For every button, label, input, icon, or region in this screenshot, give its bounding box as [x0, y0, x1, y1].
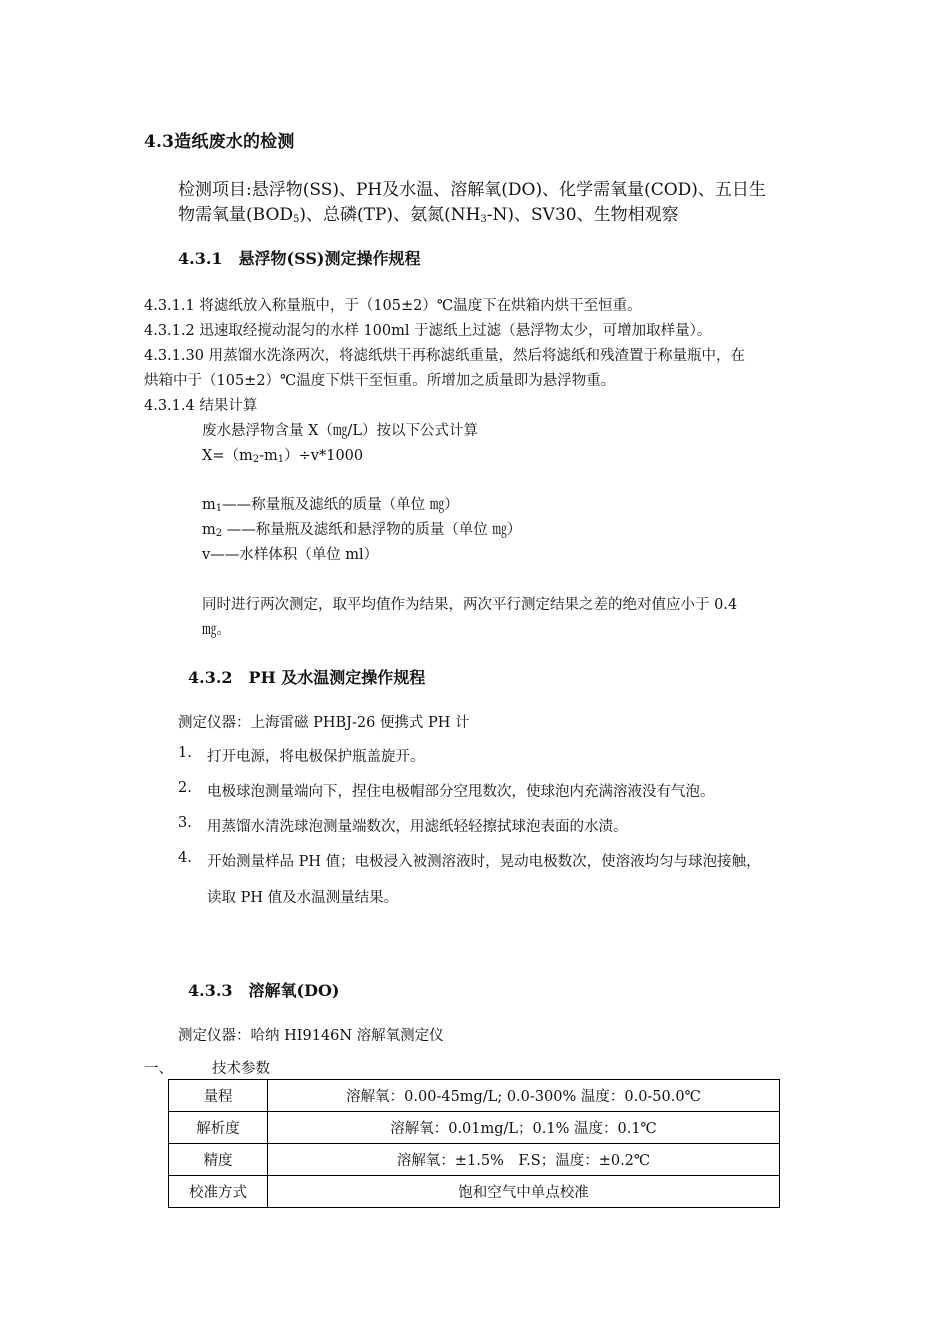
param-value: 溶解氧：0.00-45mg/L; 0.0-300% 温度：0.0-50.0℃	[268, 1080, 780, 1112]
param-key: 精度	[169, 1144, 268, 1176]
ss-step-3-line-2: 烘箱中于（105±2）℃温度下烘干至恒重。所增加之质量即为悬浮物重。	[144, 373, 616, 389]
ph-step-3-text: 用蒸馏水清洗球泡测量端数次，用滤纸轻轻擦拭球泡表面的水渍。	[207, 819, 628, 835]
ph-step-2-text: 电极球泡测量端向下，捏住电极帽部分空甩数次，使球泡内充满溶液没有气泡。	[207, 784, 715, 800]
note-line-1: 同时进行两次测定，取平均值作为结果，两次平行测定结果之差的绝对值应小于 0.4	[202, 597, 738, 613]
table-row	[169, 1176, 780, 1208]
param-value: 饱和空气中单点校准	[268, 1176, 780, 1208]
do-instrument: 测定仪器：哈纳 HI9146N 溶解氧测定仪	[178, 1028, 444, 1044]
test-items-line-2: 物需氧量$(BOD_5)$、总磷(TP)、氨氮$(NH_3-N)$、SV30、生物相观察	[178, 205, 679, 225]
param-value: 溶解氧：±1.5% F.S；温度：±0.2℃	[268, 1144, 780, 1176]
m2-definition: $m_2$ ——称量瓶及滤纸和悬浮物的质量（单位 ㎎）	[202, 522, 522, 539]
ph-step-3-number: 3.	[178, 815, 192, 831]
ss-step-4: 4.3.1.4 结果计算	[144, 398, 258, 414]
formula-intro: 废水悬浮物含量 X（㎎/L）按以下公式计算	[202, 423, 478, 439]
ph-instrument: 测定仪器：上海雷磁 PHBJ-26 便携式 PH 计	[178, 715, 470, 731]
ss-step-2: 4.3.1.2 迅速取经搅动混匀的水样 100ml 于滤纸上过滤（悬浮物太少，可增加取样量）。	[144, 323, 712, 339]
section-title-4-3-2: 4.3.2 PH 及水温测定操作规程	[188, 668, 426, 687]
param-value: 溶解氧：0.01mg/L；0.1% 温度：0.1℃	[268, 1112, 780, 1144]
tech-params-table	[168, 1079, 780, 1208]
ph-step-1-text: 打开电源，将电极保护瓶盖旋开。	[207, 749, 425, 765]
ph-step-4-text: 开始测量样品 PH 值；电极浸入被测溶液时，晃动电极数次，使溶液均匀与球泡接触，	[207, 854, 761, 870]
note-line-2: ㎎。	[202, 622, 231, 638]
test-items-line-1: 检测项目:悬浮物(SS)、PH及水温、溶解氧(DO)、化学需氧量(COD)、五日生	[178, 180, 766, 200]
tech-params-heading: 技术参数	[212, 1061, 270, 1077]
ph-step-4-continuation: 读取 PH 值及水温测量结果。	[207, 890, 399, 906]
m1-definition: $m_1——$称量瓶及滤纸的质量（单位 ㎎）	[202, 497, 459, 514]
table-row	[169, 1144, 780, 1176]
ph-step-4-number: 4.	[178, 850, 192, 866]
table-row	[169, 1080, 780, 1112]
ss-step-3-line-1: 4.3.1.30 用蒸馏水洗涤两次，将滤纸烘干再称滤纸重量，然后将滤纸和残渣置于称量瓶中，在	[144, 348, 746, 364]
param-key: 校准方式	[169, 1176, 268, 1208]
ph-step-1-number: 1.	[178, 745, 192, 761]
param-key: 量程	[169, 1080, 268, 1112]
ph-step-2-number: 2.	[178, 780, 192, 796]
section-title-4-3-1: 4.3.1 悬浮物(SS)测定操作规程	[178, 249, 421, 268]
section-title-4-3-3: 4.3.3 溶解氧(DO)	[188, 981, 340, 1000]
ss-step-1: 4.3.1.1 将滤纸放入称量瓶中，于（105±2）℃温度下在烘箱内烘干至恒重。	[144, 298, 642, 314]
v-definition: v——水样体积（单位 ml）	[202, 547, 379, 563]
param-key: 解析度	[169, 1112, 268, 1144]
list-marker: 一、	[144, 1061, 173, 1077]
table-row	[169, 1112, 780, 1144]
section-title-4-3: 4.3造纸废水的检测	[144, 132, 295, 152]
formula: $X=(m_2-m_1)\div v*1000$	[202, 448, 364, 465]
